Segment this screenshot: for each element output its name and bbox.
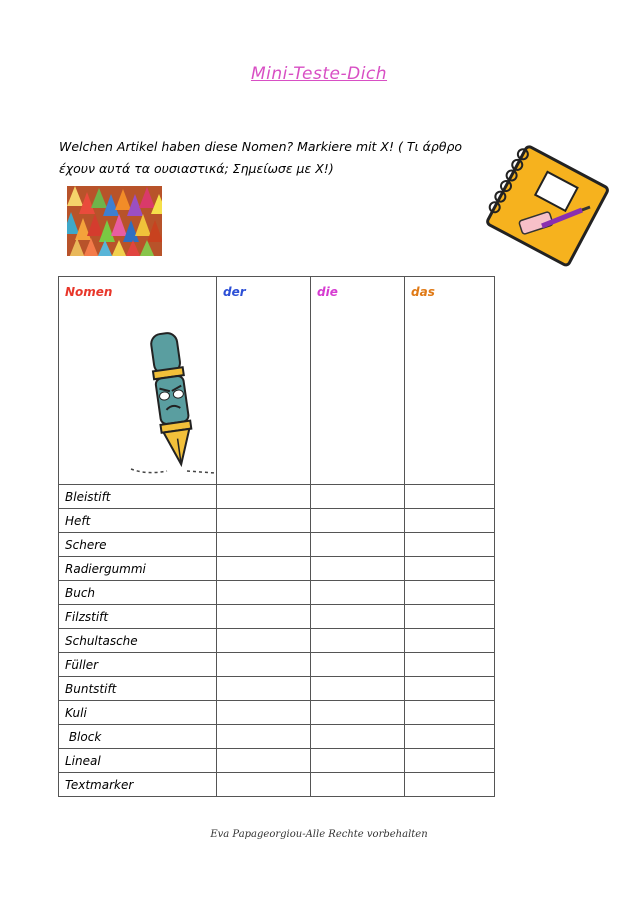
die-cell[interactable] — [311, 629, 405, 653]
table-row — [59, 509, 495, 533]
header-das — [405, 277, 495, 485]
noun-cell: Filzstift — [59, 605, 217, 629]
die-cell[interactable] — [311, 653, 405, 677]
der-cell[interactable] — [217, 749, 311, 773]
table-row — [59, 725, 495, 749]
page-title: Mini-Teste-Dich — [250, 64, 388, 84]
das-cell[interactable] — [405, 581, 495, 605]
table-row — [59, 629, 495, 653]
article-table — [58, 276, 495, 797]
der-cell[interactable] — [217, 509, 311, 533]
der-cell[interactable] — [217, 605, 311, 629]
der-cell[interactable] — [217, 677, 311, 701]
noun-cell: Bleistift — [59, 485, 217, 509]
die-cell[interactable] — [311, 533, 405, 557]
das-cell[interactable] — [405, 653, 495, 677]
das-cell[interactable] — [405, 629, 495, 653]
der-cell[interactable] — [217, 725, 311, 749]
table-row — [59, 677, 495, 701]
die-cell[interactable] — [311, 557, 405, 581]
table-header-row — [59, 277, 495, 485]
table-row — [59, 773, 495, 797]
header-die — [311, 277, 405, 485]
noun-cell: Füller — [59, 653, 217, 677]
der-cell[interactable] — [217, 701, 311, 725]
noun-cell: Textmarker — [59, 773, 217, 797]
die-cell[interactable] — [311, 581, 405, 605]
header-das-label: das — [411, 285, 435, 299]
die-cell[interactable] — [311, 749, 405, 773]
header-die-label: die — [317, 285, 338, 299]
das-cell[interactable] — [405, 701, 495, 725]
der-cell[interactable] — [217, 533, 311, 557]
die-cell[interactable] — [311, 725, 405, 749]
das-cell[interactable] — [405, 557, 495, 581]
noun-cell: Block — [59, 725, 217, 749]
noun-cell: Buch — [59, 581, 217, 605]
table-row — [59, 581, 495, 605]
der-cell[interactable] — [217, 557, 311, 581]
header-nomen-label: Nomen — [65, 285, 113, 299]
der-cell[interactable] — [217, 581, 311, 605]
noun-cell: Kuli — [59, 701, 217, 725]
noun-cell: Buntstift — [59, 677, 217, 701]
table-row — [59, 533, 495, 557]
instruction-text: Welchen Artikel haben diese Nomen? Markiere mit X! ( Τι άρθρο έχουν αυτά τα ουσιαστικά; Σημείωσε με Χ!) — [59, 139, 463, 176]
noun-cell: Heft — [59, 509, 217, 533]
header-der — [217, 277, 311, 485]
colored-pencils-image — [67, 186, 162, 256]
header-nomen — [59, 277, 217, 485]
angry-fountain-pen-image — [127, 329, 217, 477]
das-cell[interactable] — [405, 605, 495, 629]
footer-copyright: Eva Papageorgiou-Alle Rechte vorbehalten — [210, 829, 428, 840]
der-cell[interactable] — [217, 653, 311, 677]
table-row — [59, 749, 495, 773]
das-cell[interactable] — [405, 509, 495, 533]
der-cell[interactable] — [217, 629, 311, 653]
table-row — [59, 701, 495, 725]
table-row — [59, 485, 495, 509]
table-row — [59, 605, 495, 629]
das-cell[interactable] — [405, 533, 495, 557]
die-cell[interactable] — [311, 701, 405, 725]
noun-cell: Schere — [59, 533, 217, 557]
header-der-label: der — [223, 285, 246, 299]
das-cell[interactable] — [405, 725, 495, 749]
table-row — [59, 653, 495, 677]
die-cell[interactable] — [311, 677, 405, 701]
noun-cell: Lineal — [59, 749, 217, 773]
das-cell[interactable] — [405, 773, 495, 797]
der-cell[interactable] — [217, 485, 311, 509]
das-cell[interactable] — [405, 677, 495, 701]
der-cell[interactable] — [217, 773, 311, 797]
notebook-eraser-pencil-image — [480, 140, 615, 270]
das-cell[interactable] — [405, 749, 495, 773]
table-row — [59, 557, 495, 581]
noun-cell: Radiergummi — [59, 557, 217, 581]
das-cell[interactable] — [405, 485, 495, 509]
die-cell[interactable] — [311, 605, 405, 629]
die-cell[interactable] — [311, 773, 405, 797]
die-cell[interactable] — [311, 509, 405, 533]
die-cell[interactable] — [311, 485, 405, 509]
noun-cell: Schultasche — [59, 629, 217, 653]
